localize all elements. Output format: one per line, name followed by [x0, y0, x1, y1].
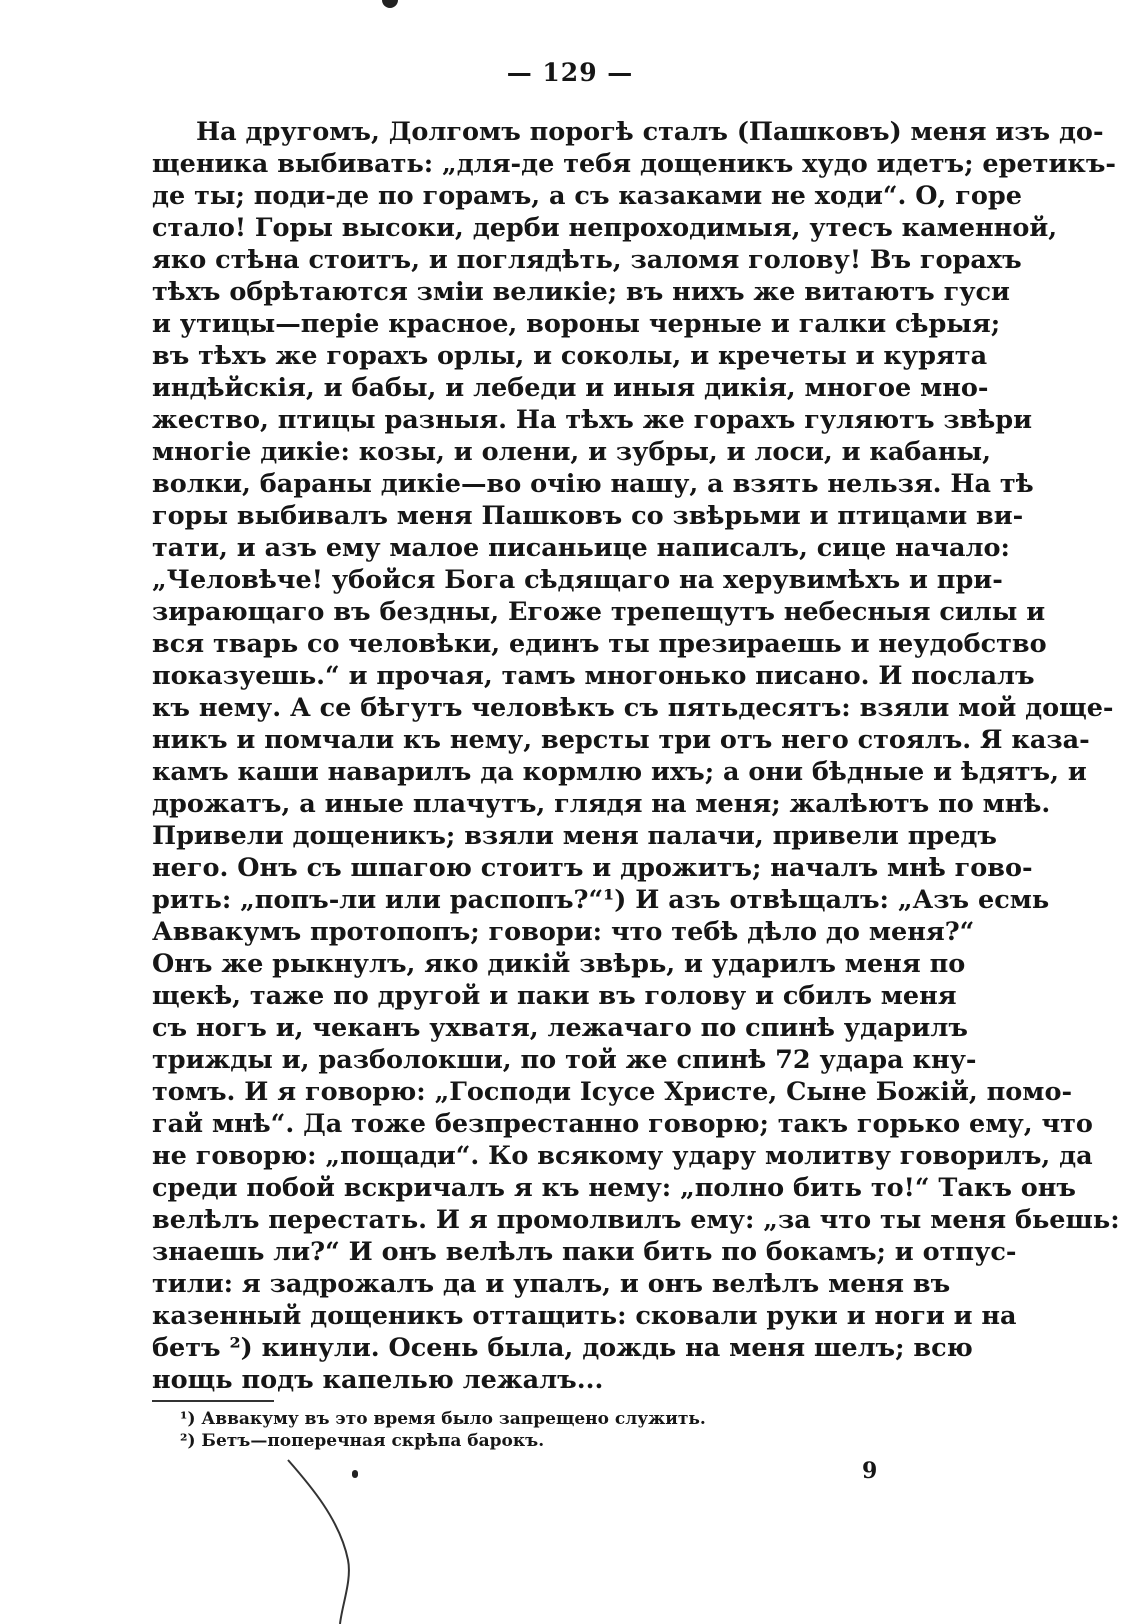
text-line: въ тѣхъ же горахъ орлы, и соколы, и кречеты и курята: [152, 341, 988, 371]
page-number: — 129 —: [506, 58, 634, 87]
footnote-mark: ¹): [180, 1409, 196, 1429]
text-line: и утицы—перiе красное, вороны черные и галки сѣрыя;: [152, 309, 1001, 339]
footnote-1: [180, 1408, 706, 1430]
text-line: томъ. И я говорю: „Господи Iсусе Христе, Сыне Божiй, помо-: [152, 1077, 1073, 1107]
text-line: Аввакумъ протопопъ; говори: что тебѣ дѣло до меня?“: [152, 917, 975, 947]
text-line: Привели дощеникъ; взяли меня палачи, привели предъ: [152, 821, 997, 851]
text-line: дрожатъ, а иные плачутъ, глядя на меня; жалѣютъ по мнѣ.: [152, 789, 1051, 819]
text-line: многiе дикiе: козы, и олени, и зубры, и лоси, и кабаны,: [152, 437, 991, 467]
top-ink-mark: [382, 0, 398, 8]
text-line: не говорю: „пощади“. Ко всякому удару молитву говорилъ, да: [152, 1141, 1093, 1171]
text-line: индѣйскiя, и бабы, и лебеди и иныя дикiя, многое мно-: [152, 373, 989, 403]
text-line: показуешь.“ и прочая, тамъ многонько писано. И послалъ: [152, 661, 1035, 691]
text-line: „Человѣче! убойся Бога сѣдящаго на херувимѣхъ и при-: [152, 565, 1003, 595]
text-line: Онъ же рыкнулъ, яко дикiй звѣрь, и ударилъ меня по: [152, 949, 966, 979]
text-line: рить: „попъ-ли или распопъ?“¹) И азъ отвѣщалъ: „Азъ есмь: [152, 885, 1050, 915]
text-line: среди побой вскричалъ я къ нему: „полно бить то!“ Такъ онъ: [152, 1173, 1076, 1203]
text-line: никъ и помчали къ нему, версты три отъ него стоялъ. Я каза-: [152, 725, 1090, 755]
text-line: тили: я задрожалъ да и упалъ, и онъ велѣлъ меня въ: [152, 1269, 951, 1299]
text-line: казенный дощеникъ оттащить: сковали руки и ноги и на: [152, 1301, 1017, 1331]
text-line: камъ каши наварилъ да кормлю ихъ; а они бѣдные и ѣдятъ, и: [152, 757, 1087, 787]
pencil-stroke-mark: [280, 1440, 370, 1624]
text-line: горы выбивалъ меня Пашковъ со звѣрьми и птицами ви-: [152, 501, 1024, 531]
text-line: гай мнѣ“. Да тоже безпрестанно говорю; такъ горько ему, что: [152, 1109, 1093, 1139]
text-line: На другомъ, Долгомъ порогѣ сталъ (Пашковъ) меня изъ до-: [196, 117, 1104, 147]
text-line: знаешь ли?“ И онъ велѣлъ паки бить по бокамъ; и отпус-: [152, 1237, 1017, 1267]
text-line: волки, бараны дикiе—во очiю нашу, а взять нельзя. На тѣ: [152, 469, 1034, 499]
text-line: стало! Горы высоки, дерби непроходимыя, утесъ каменной,: [152, 213, 1058, 243]
footnote-text: Бетъ—поперечная скрѣпа барокъ.: [201, 1431, 545, 1451]
text-line: съ ногъ и, чеканъ ухватя, лежачаго по спинѣ ударилъ: [152, 1013, 968, 1043]
text-line: велѣлъ перестать. И я промолвилъ ему: „за что ты меня бьешь:: [152, 1205, 1120, 1235]
text-line: тѣхъ обрѣтаются змiи великiе; въ нихъ же витаютъ гуси: [152, 277, 1010, 307]
text-line: него. Онъ съ шпагою стоитъ и дрожитъ; началъ мнѣ гово-: [152, 853, 1033, 883]
text-line: щеника выбивать: „для-де тебя дощеникъ худо идетъ; еретикъ-: [152, 149, 1116, 179]
signature-mark: 9: [862, 1458, 878, 1484]
text-line: щекѣ, таже по другой и паки въ голову и сбилъ меня: [152, 981, 957, 1011]
text-line: къ нему. А се бѣгутъ человѣкъ съ пятьдесятъ: взяли мой доще-: [152, 693, 1114, 723]
text-line: яко стѣна стоитъ, и поглядѣть, заломя голову! Въ горахъ: [152, 245, 1022, 275]
footnote-text: Аввакуму въ это время было запрещено служить.: [201, 1409, 706, 1429]
text-line: жество, птицы разныя. На тѣхъ же горахъ гуляютъ звѣри: [152, 405, 1033, 435]
footnote-mark: ²): [180, 1431, 196, 1451]
text-line: зирающаго въ бездны, Егоже трепещутъ небесныя силы и: [152, 597, 1046, 627]
text-line: де ты; поди-де по горамъ, а съ казаками не ходи“. О, горе: [152, 181, 1022, 211]
text-line: нощь подъ капелью лежалъ...: [152, 1365, 604, 1395]
footnote-rule: [152, 1400, 274, 1402]
text-line: трижды и, разболокши, по той же спинѣ 72 удара кну-: [152, 1045, 977, 1075]
text-line: бетъ ²) кинули. Осень была, дождь на меня шелъ; всю: [152, 1333, 973, 1363]
text-line: вся тварь со человѣки, единъ ты презираешь и неудобство: [152, 629, 1047, 659]
text-line: тати, и азъ ему малое писаньице написалъ, сице начало:: [152, 533, 1010, 563]
